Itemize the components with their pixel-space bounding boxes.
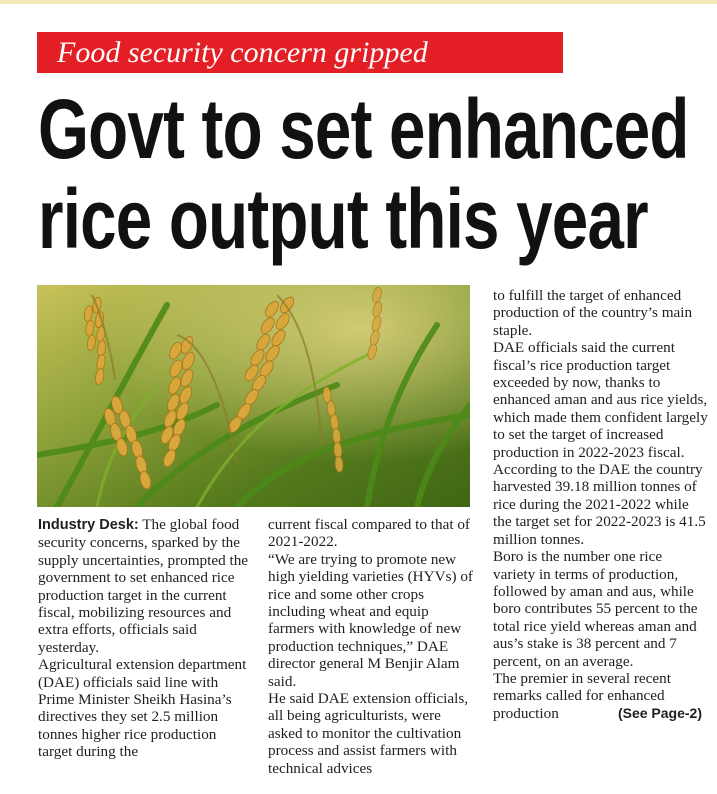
paragraph-text: The global food security concerns, sparked by the supply uncertainties, prompted the government to set enhanced rice production target in the current fiscal, mobilizing resources and extra efforts, officials said yesterday. <box>38 516 249 656</box>
article-column-3 <box>493 287 708 722</box>
paragraph: Agricultural extension department (DAE) officials said line with Prime Minister Sheikh Hasina’s directives they set 2.5 million tonnes higher rice production target during the <box>38 656 247 761</box>
paragraph: According to the DAE the country harvested 39.18 million tonnes of rice during the 2021-2022 while the target set for 2022-2023 is 41.5 million tonnes. <box>493 461 706 548</box>
rice-paddy-photo <box>37 285 470 507</box>
article-column-2 <box>268 516 474 777</box>
headline-line-1: Govt to set enhanced <box>38 82 689 176</box>
paragraph: “We are trying to promote new high yielding varieties (HYVs) of rice and some other crops including wheat and equip farmers with knowledge of new production techniques,” DAE director general M Benjir Alam said. <box>268 550 473 690</box>
paragraph: DAE officials said the current fiscal’s rice production target exceeded by now, thanks to enhanced aman and aus rice yields, which made them confident largely to set the target of increased production in 2022-2023 fiscal. <box>493 339 708 461</box>
kicker-banner <box>37 32 563 73</box>
paragraph: current fiscal compared to that of 2021-2022. <box>268 516 470 551</box>
paragraph <box>38 516 253 656</box>
headline <box>38 84 709 264</box>
paragraph: Boro is the number one rice variety in terms of production, followed by aman and aus, while boro contributes 55 percent to the total rice yield whereas aman and aus’s stake is 38 percent and 7 percent, on an average. <box>493 548 698 670</box>
headline-line-2: rice output this year <box>38 172 648 266</box>
paragraph-last <box>493 670 708 722</box>
article-column-1 <box>38 516 253 761</box>
page-top-rule <box>0 0 717 4</box>
rice-paddy-illustration <box>37 285 470 507</box>
paragraph: He said DAE extension officials, all being agriculturists, were asked to monitor the cultivation process and assist farmers with technical advices <box>268 690 469 777</box>
kicker-text: Food security concern gripped <box>57 36 428 69</box>
dateline: Industry Desk: <box>38 517 139 533</box>
paragraph: to fulfill the target of enhanced production of the country’s main staple. <box>493 287 693 339</box>
paragraph-text: The premier in several recent remarks called for enhanced production <box>493 669 671 722</box>
see-page-link[interactable]: (See Page-2) <box>617 704 702 721</box>
